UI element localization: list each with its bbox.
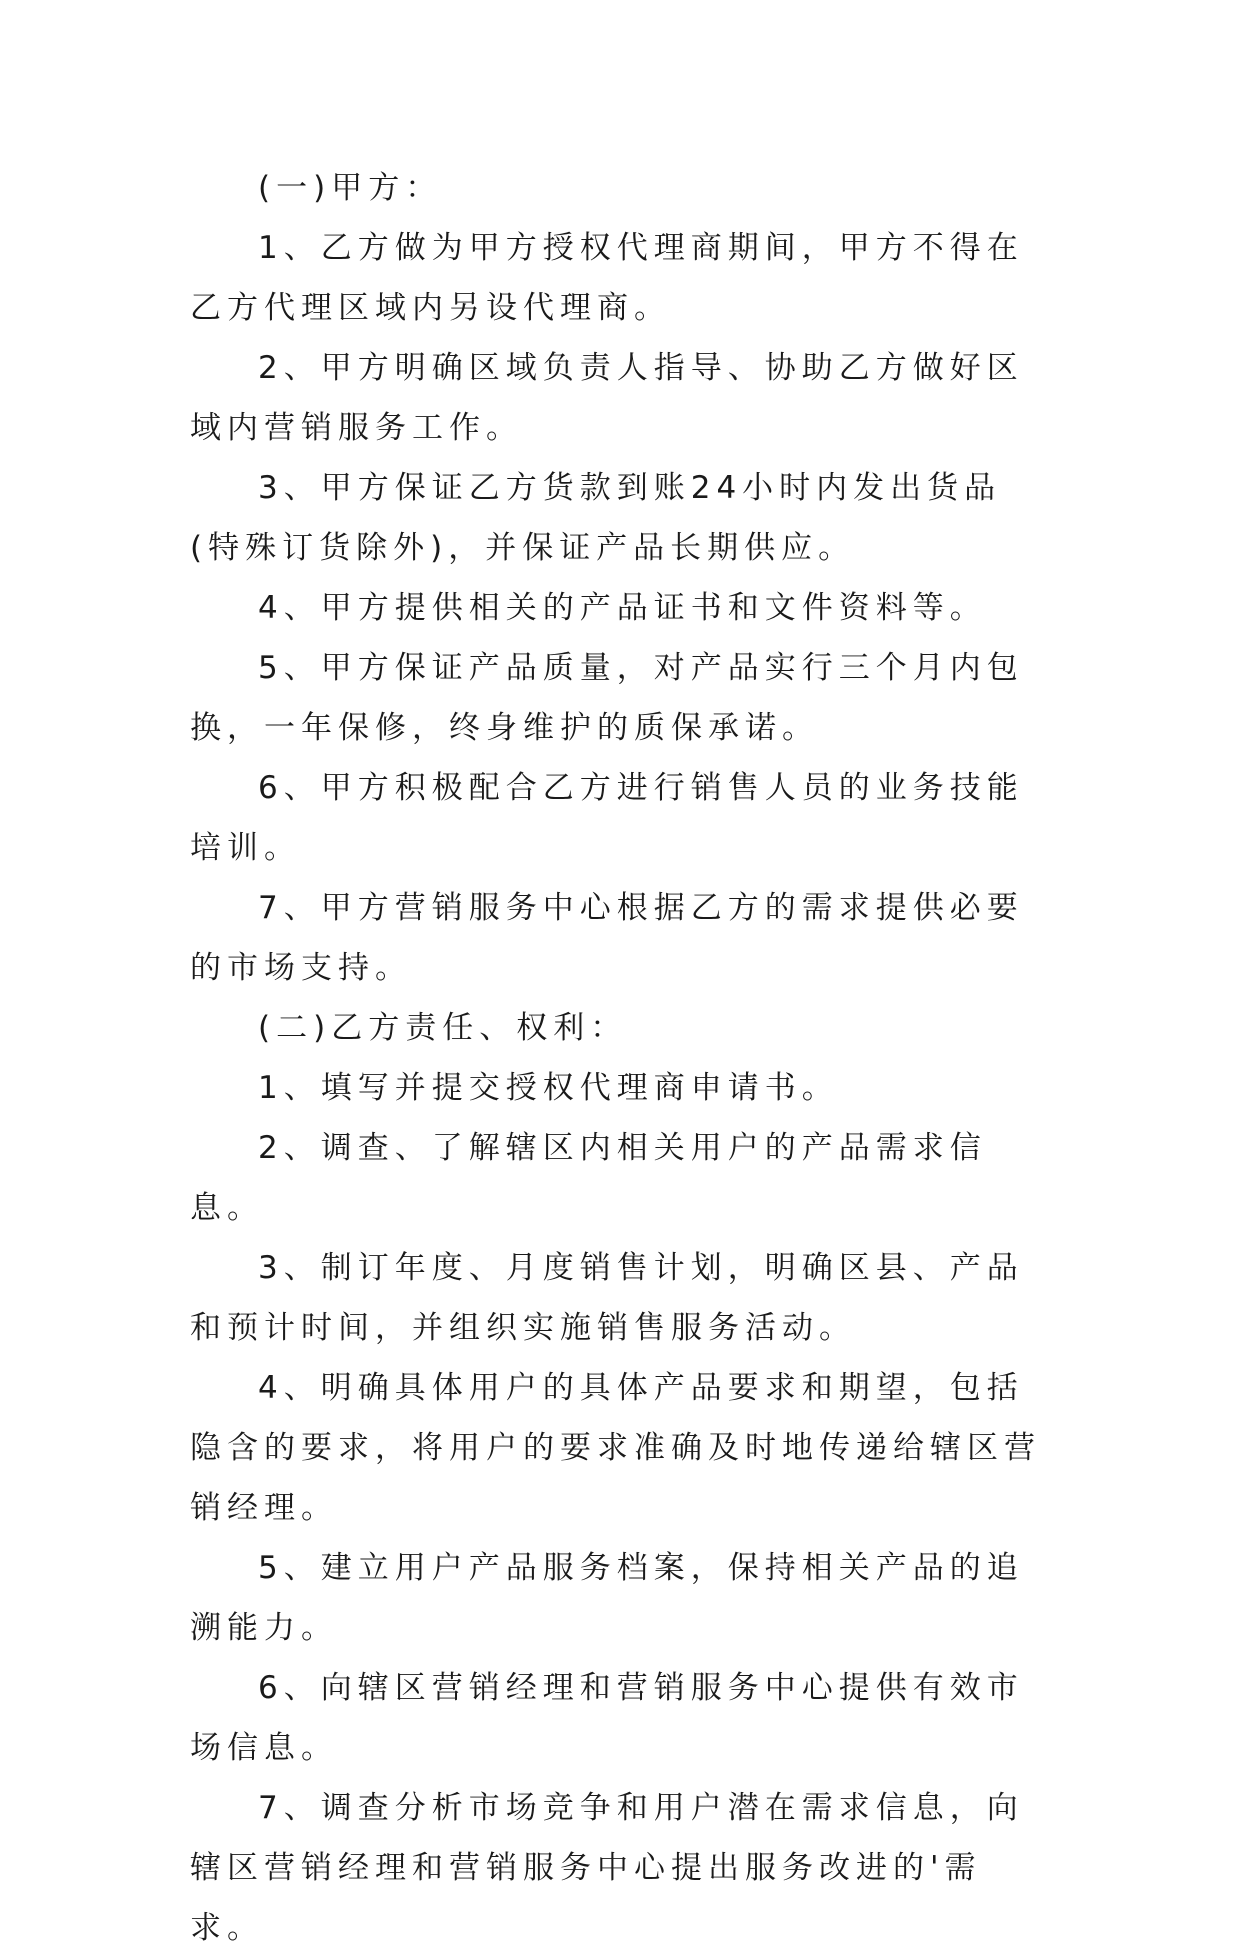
party-b-clause-1: 1、填写并提交授权代理商申请书。 <box>258 1070 839 1106</box>
party-a-clause-3: 3、甲方保证乙方货款到账24小时内发出货品(特殊订货除外)，并保证产品长期供应。 <box>190 470 1002 566</box>
party-a-clause-1: 1、乙方做为甲方授权代理商期间，甲方不得在乙方代理区域内另设代理商。 <box>190 230 1024 326</box>
party-a-clause-7: 7、甲方营销服务中心根据乙方的需求提供必要的市场支持。 <box>190 890 1024 986</box>
document-body <box>190 158 1050 1958</box>
party-b-clause-5: 5、建立用户产品服务档案，保持相关产品的追溯能力。 <box>190 1550 1024 1646</box>
party-a-clause-6: 6、甲方积极配合乙方进行销售人员的业务技能培训。 <box>190 770 1024 866</box>
party-b-clause-6: 6、向辖区营销经理和营销服务中心提供有效市场信息。 <box>190 1670 1024 1766</box>
party-b-clause-7: 7、调查分析市场竞争和用户潜在需求信息，向辖区营销经理和营销服务中心提出服务改进的'需求。 <box>190 1790 1024 1946</box>
section-heading-party-a: (一)甲方： <box>258 170 443 206</box>
party-b-clause-4: 4、明确具体用户的具体产品要求和期望，包括隐含的要求，将用户的要求准确及时地传递给辖区营销经理。 <box>190 1370 1041 1526</box>
party-b-clause-2: 2、调查、了解辖区内相关用户的产品需求信息。 <box>190 1130 987 1226</box>
party-a-clause-2: 2、甲方明确区域负责人指导、协助乙方做好区域内营销服务工作。 <box>190 350 1024 446</box>
party-a-clause-5: 5、甲方保证产品质量，对产品实行三个月内包换，一年保修，终身维护的质保承诺。 <box>190 650 1024 746</box>
party-a-clause-4: 4、甲方提供相关的产品证书和文件资料等。 <box>258 590 987 626</box>
party-b-clause-3: 3、制订年度、月度销售计划，明确区县、产品和预计时间，并组织实施销售服务活动。 <box>190 1250 1024 1346</box>
section-heading-party-b: (二)乙方责任、权利： <box>258 1010 628 1046</box>
